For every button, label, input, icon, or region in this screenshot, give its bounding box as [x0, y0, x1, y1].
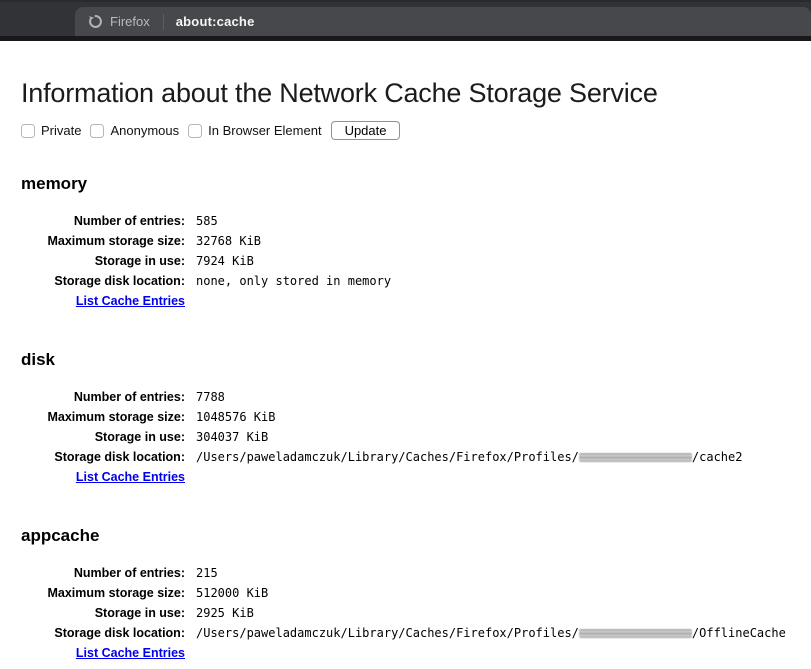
- table-row: [21, 627, 790, 640]
- appcache-heading: appcache: [21, 526, 100, 545]
- table-row: [21, 411, 790, 424]
- row-label: Maximum storage size:: [47, 586, 185, 600]
- table-row: [21, 391, 790, 404]
- redacted-profile-name: [579, 453, 692, 462]
- path-suffix: /cache2: [691, 450, 743, 464]
- table-row: [21, 567, 790, 580]
- anonymous-checkbox[interactable]: [90, 124, 104, 138]
- row-label: Storage disk location:: [54, 274, 185, 288]
- row-value: 2925 KiB: [196, 606, 254, 620]
- in-browser-element-label: In Browser Element: [208, 123, 322, 138]
- table-row: [21, 471, 790, 484]
- row-value: [196, 451, 742, 464]
- section-disk: [21, 350, 790, 484]
- brand-label: Firefox: [110, 14, 150, 29]
- firefox-logo-icon: [88, 14, 103, 29]
- tab-title: about:cache: [175, 14, 255, 29]
- in-browser-element-checkbox-group: [188, 123, 321, 138]
- table-row: [21, 431, 790, 444]
- cache-controls: [21, 121, 790, 140]
- section-memory: [21, 174, 790, 308]
- row-label: Storage disk location:: [54, 626, 185, 640]
- table-row: [21, 587, 790, 600]
- row-label: Storage in use:: [94, 254, 185, 268]
- firefox-tab[interactable]: [75, 7, 811, 36]
- row-value: [196, 627, 786, 640]
- redacted-profile-name: [579, 629, 692, 638]
- row-value: 304037 KiB: [196, 430, 269, 444]
- list-cache-entries-link[interactable]: List Cache Entries: [75, 646, 185, 660]
- page-title: Information about the Network Cache Storage Service: [21, 78, 658, 108]
- row-label: Maximum storage size:: [47, 234, 185, 248]
- row-label: Storage in use:: [94, 606, 185, 620]
- page-content: [0, 77, 811, 660]
- table-row: [21, 607, 790, 620]
- path-suffix: /OfflineCache: [691, 626, 786, 640]
- row-value: none, only stored in memory: [196, 274, 392, 288]
- row-label: Number of entries:: [73, 566, 185, 580]
- row-value: 585: [196, 214, 218, 228]
- in-browser-element-checkbox[interactable]: [188, 124, 202, 138]
- private-checkbox[interactable]: [21, 124, 35, 138]
- row-value: 7788: [196, 390, 225, 404]
- list-cache-entries-link[interactable]: List Cache Entries: [75, 294, 185, 308]
- row-label: Storage in use:: [94, 430, 185, 444]
- path-prefix: /Users/paweladamczuk/Library/Caches/Firefox/Profiles/: [196, 450, 579, 464]
- disk-heading: disk: [21, 350, 56, 369]
- row-value: 512000 KiB: [196, 586, 269, 600]
- memory-heading: memory: [21, 174, 88, 193]
- private-label: Private: [41, 123, 82, 138]
- table-row: [21, 275, 790, 288]
- table-row: [21, 215, 790, 228]
- table-row: [21, 235, 790, 248]
- link-cell: [21, 647, 185, 660]
- row-label: Number of entries:: [73, 390, 185, 404]
- row-value: 1048576 KiB: [196, 410, 276, 424]
- row-label: Maximum storage size:: [47, 410, 185, 424]
- row-label: Storage disk location:: [54, 450, 185, 464]
- table-row: [21, 451, 790, 464]
- link-cell: [21, 295, 185, 308]
- private-checkbox-group: [21, 123, 81, 138]
- row-value: 215: [196, 566, 218, 580]
- row-value: 32768 KiB: [196, 234, 262, 248]
- row-value: 7924 KiB: [196, 254, 254, 268]
- row-label: Number of entries:: [73, 214, 185, 228]
- list-cache-entries-link[interactable]: List Cache Entries: [75, 470, 185, 484]
- anonymous-checkbox-group: [90, 123, 179, 138]
- anonymous-label: Anonymous: [110, 123, 180, 138]
- tab-divider: [163, 14, 164, 30]
- table-row: [21, 255, 790, 268]
- table-row: [21, 295, 790, 308]
- update-button[interactable]: Update: [331, 121, 401, 140]
- path-prefix: /Users/paweladamczuk/Library/Caches/Firefox/Profiles/: [196, 626, 579, 640]
- nav-strip: [0, 36, 811, 41]
- titlebar: [0, 0, 811, 36]
- table-row: [21, 647, 790, 660]
- link-cell: [21, 471, 185, 484]
- section-appcache: [21, 526, 790, 660]
